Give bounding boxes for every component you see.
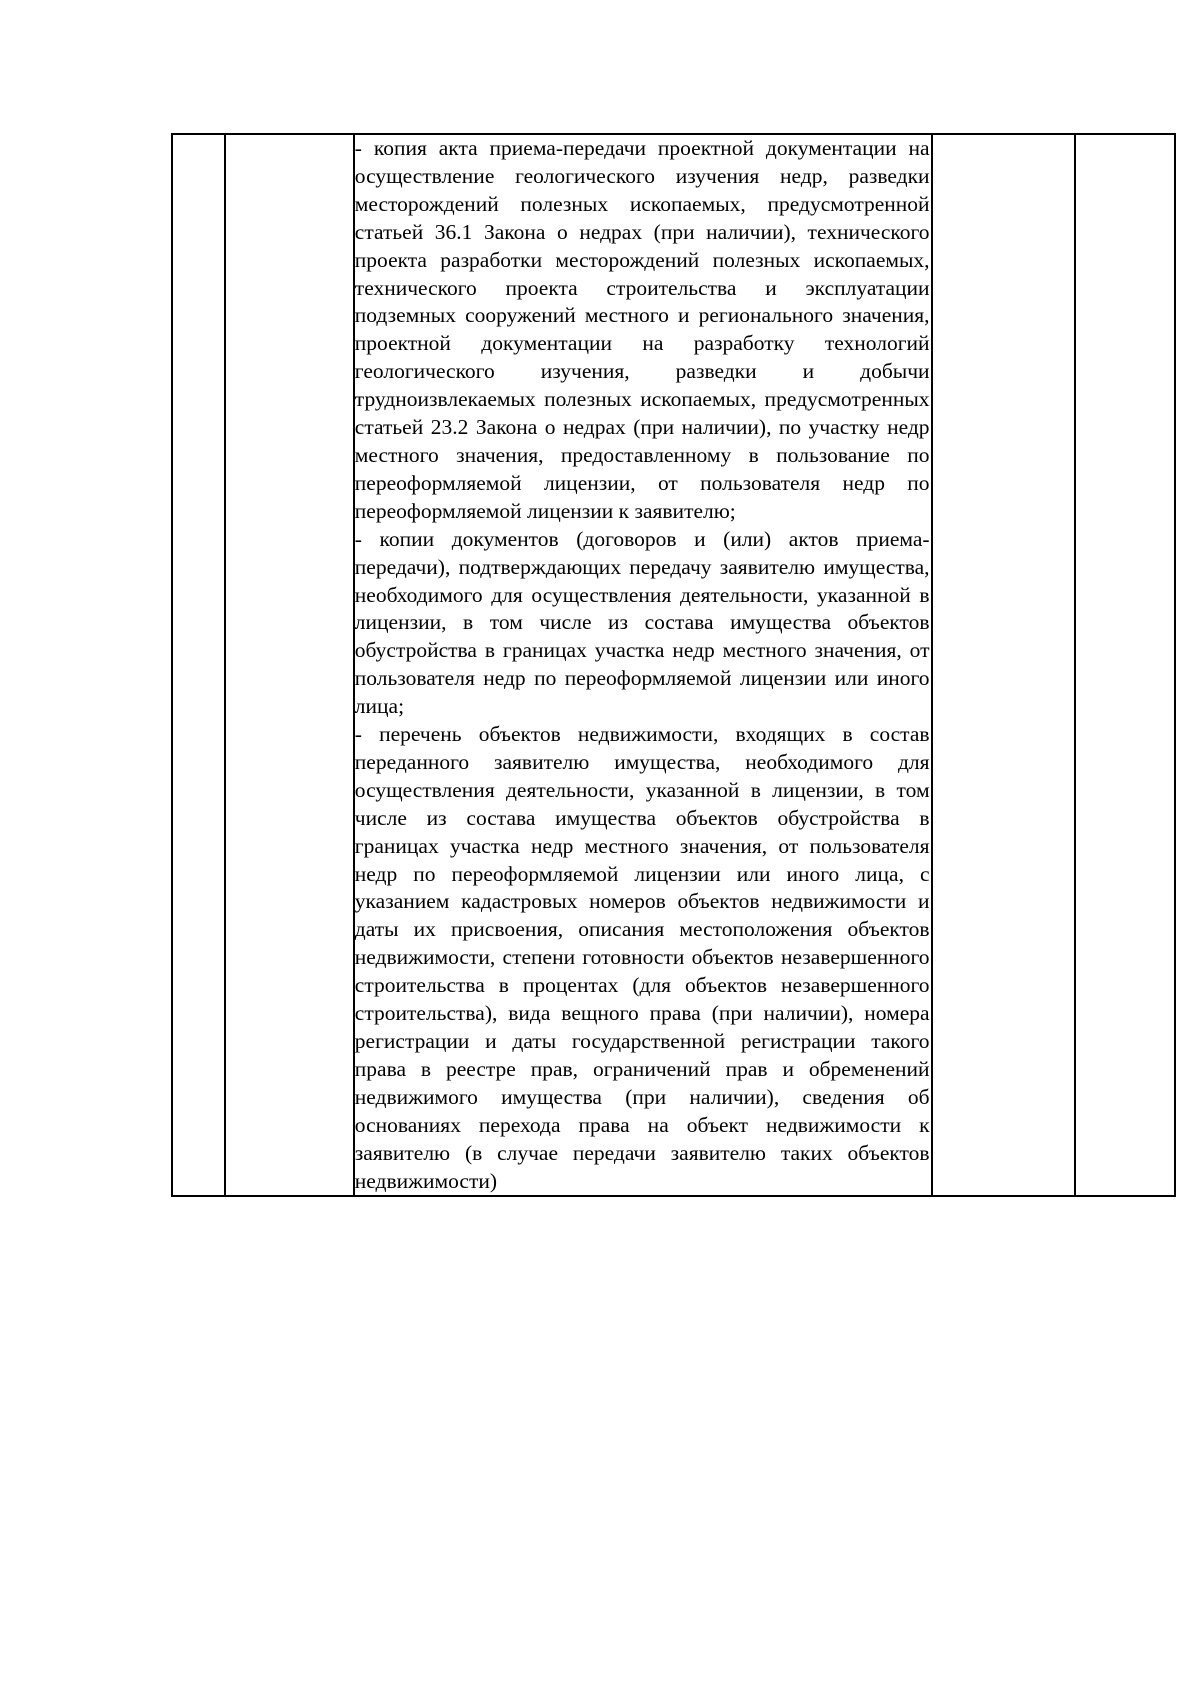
table-cell-documents bbox=[354, 134, 932, 1196]
table-row bbox=[172, 134, 1175, 1196]
table-cell-number bbox=[172, 134, 225, 1196]
document-item-real-estate-list: - перечень объектов недвижимости, входящих в состав переданного заявителю имущества, необходимого для осуществления деятельности, указанной в лицензии, в том числе из состава имущества объектов обустройства в границах участка недр местного значения, от пользователя недр по переоформляемой лицензии или иного лица, с указанием кадастровых номеров объектов недвижимости и даты их присвоения, описания местоположения объектов недвижимости, степени готовности объектов незавершенного строительства в процентах (для объектов незавершенного строительства), вида вещного права (при наличии), номера регистрации и даты государственной регистрации такого права в реестре прав, ограничений прав и обременений недвижимого имущества (при наличии), сведения об основаниях перехода права на объект недвижимости к заявителю (в случае передачи заявителю таких объектов недвижимости) bbox=[354, 722, 930, 1193]
table-cell-notes bbox=[932, 134, 1075, 1196]
document-item-property-transfer: - копии документов (договоров и (или) актов приема-передачи), подтверждающих передачу заявителю имущества, необходимого для осуществления деятельности, указанной в лицензии, в том числе из состава имущества объектов обустройства в границах участка недр местного значения, от пользователя недр по переоформляемой лицензии или иного лица; bbox=[354, 526, 930, 719]
document-item-transfer-act: - копия акта приема-передачи проектной документации на осуществление геологического изучения недр, разведки месторождений полезных ископаемых, предусмотренной статьей 36.1 Закона о недрах (при наличии), технического проекта разработки месторождений полезных ископаемых, технического проекта строительства и эксплуатации подземных сооружений местного и регионального значения, проектной документации на разработку технологий геологического изучения, разведки и добычи трудноизвлекаемых полезных ископаемых, предусмотренных статьей 23.2 Закона о недрах (при наличии), по участку недр местного значения, предоставленному в пользование по переоформляемой лицензии, от пользователя недр по переоформляемой лицензии к заявителю; bbox=[354, 136, 930, 523]
requirements-table bbox=[171, 133, 1176, 1197]
table-cell-extra bbox=[1075, 134, 1175, 1196]
table-cell-name bbox=[225, 134, 354, 1196]
